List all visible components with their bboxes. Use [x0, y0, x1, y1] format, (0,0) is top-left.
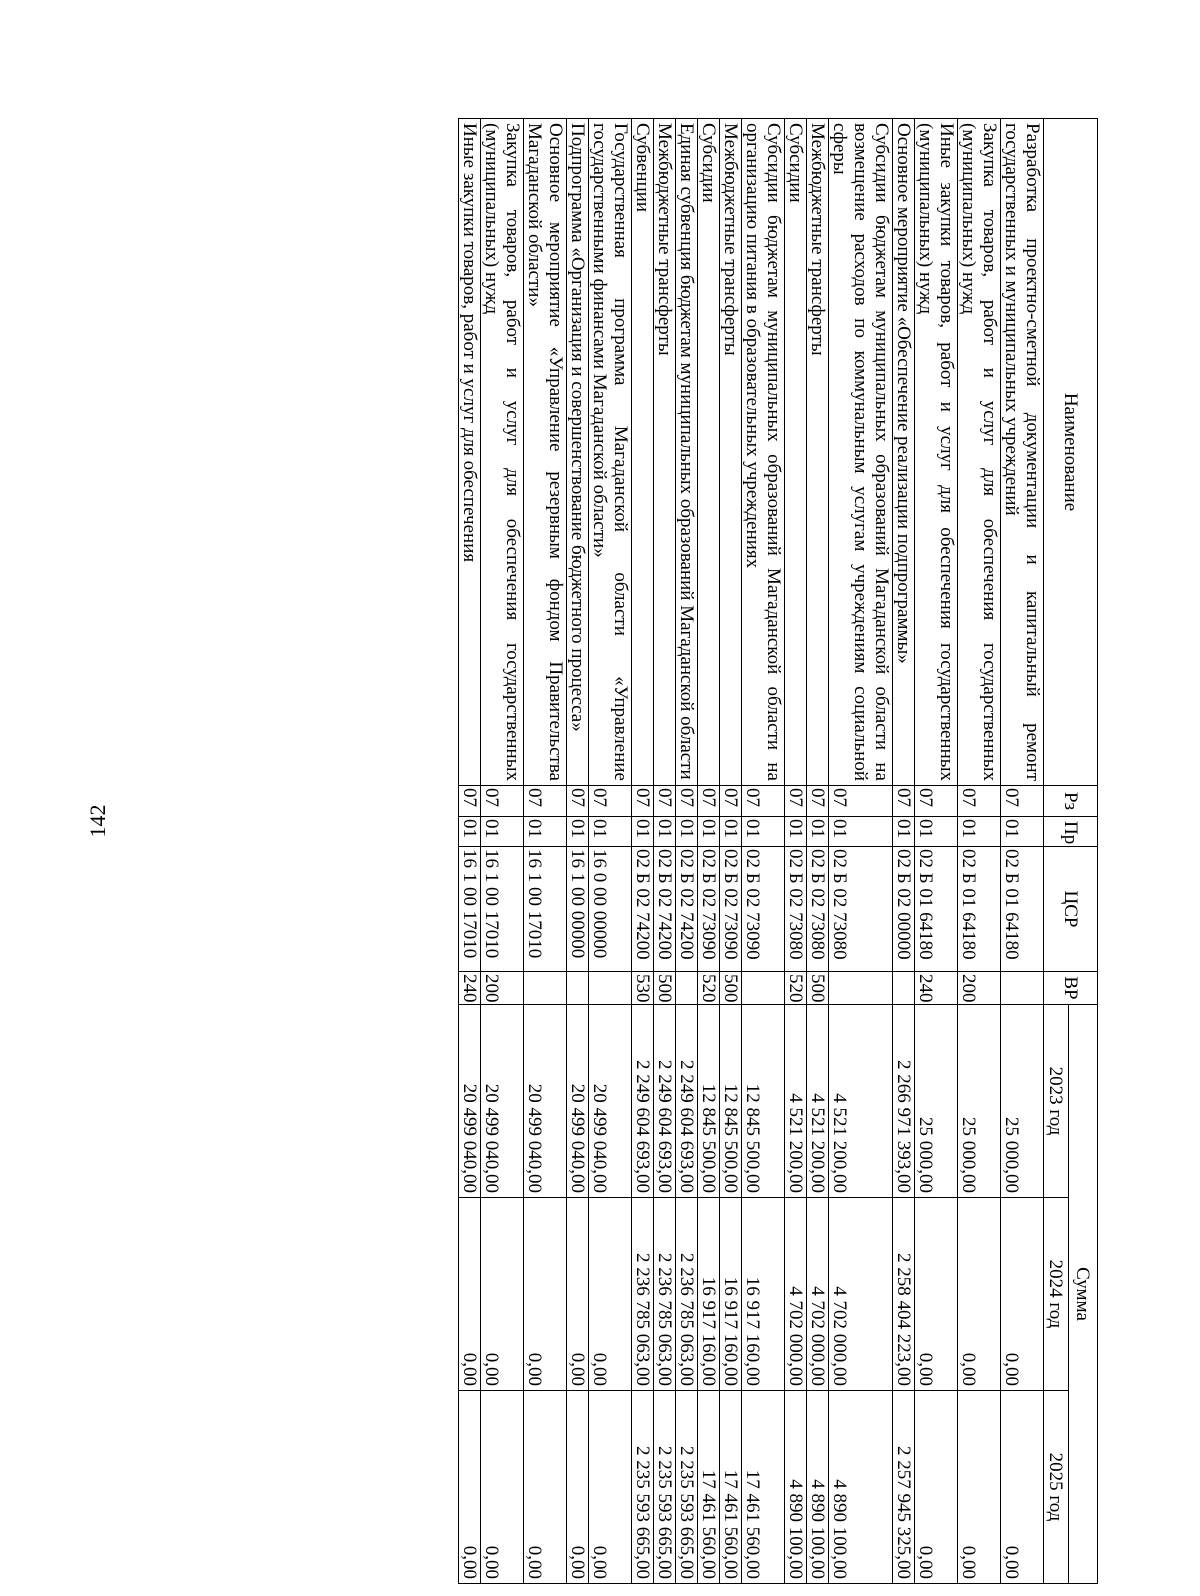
table-row: [785, 119, 807, 1584]
cell-vr: [676, 972, 698, 1005]
cell-rz: 07: [524, 786, 567, 817]
cell-2023: 12 845 500,00: [720, 1005, 742, 1198]
cell-pr: 01: [567, 817, 589, 847]
cell-2023: 2 249 604 693,00: [676, 1005, 698, 1198]
cell-2025: 2 235 593 665,00: [676, 1391, 698, 1584]
table-row: [829, 119, 893, 1584]
cell-2024: 0,00: [915, 1198, 958, 1391]
cell-2023: 12 845 500,00: [698, 1005, 720, 1198]
cell-rz: 07: [807, 786, 829, 817]
cell-2025: 4 890 100,00: [807, 1391, 829, 1584]
cell-2023: 20 499 040,00: [459, 1005, 481, 1198]
cell-2025: 0,00: [459, 1391, 481, 1584]
cell-rz: 07: [915, 786, 958, 817]
cell-rz: 07: [1001, 786, 1044, 817]
cell-vr: [742, 972, 785, 1005]
cell-vr: 530: [632, 972, 654, 1005]
cell-pr: 01: [915, 817, 958, 847]
cell-2025: 2 235 593 665,00: [654, 1391, 676, 1584]
cell-vr: 500: [654, 972, 676, 1005]
cell-vr: 520: [698, 972, 720, 1005]
cell-pr: 01: [829, 817, 893, 847]
cell-rz: 07: [893, 786, 915, 817]
cell-name: Разработка проектно-сметной документации и капитальный ремонт государственных и муниципальных учреждений: [1001, 119, 1044, 786]
cell-csr: 16 1 00 17010: [524, 847, 567, 972]
cell-2025: 17 461 560,00: [720, 1391, 742, 1584]
cell-vr: [1001, 972, 1044, 1005]
cell-2024: 2 236 785 063,00: [632, 1198, 654, 1391]
cell-vr: 240: [915, 972, 958, 1005]
cell-pr: 01: [698, 817, 720, 847]
cell-csr: 02 Б 02 73090: [720, 847, 742, 972]
cell-2025: 0,00: [1001, 1391, 1044, 1584]
header-2024: 2024 год: [1044, 1198, 1069, 1391]
cell-rz: 07: [785, 786, 807, 817]
cell-2024: 16 917 160,00: [742, 1198, 785, 1391]
cell-name: Государственная программа Магаданской области «Управление государственными финансами Магаданской области»: [589, 119, 632, 786]
cell-2024: 2 258 404 223,00: [893, 1198, 915, 1391]
table-row: [720, 119, 742, 1584]
cell-2024: 4 702 000,00: [829, 1198, 893, 1391]
page-number: 142: [85, 804, 110, 838]
cell-pr: 01: [654, 817, 676, 847]
table-row: [1001, 119, 1044, 1584]
cell-csr: 16 1 00 17010: [481, 847, 524, 972]
cell-2023: 12 845 500,00: [742, 1005, 785, 1198]
header-csr: ЦСР: [1044, 847, 1098, 972]
cell-2023: 25 000,00: [915, 1005, 958, 1198]
cell-2024: 4 702 000,00: [785, 1198, 807, 1391]
cell-2024: 0,00: [589, 1198, 632, 1391]
cell-csr: 02 Б 02 74200: [676, 847, 698, 972]
cell-name: Основное мероприятие «Управление резервным фондом Правительства Магаданской области»: [524, 119, 567, 786]
cell-pr: 01: [785, 817, 807, 847]
cell-2023: 2 249 604 693,00: [654, 1005, 676, 1198]
header-2023: 2023 год: [1044, 1005, 1069, 1198]
cell-pr: 01: [1001, 817, 1044, 847]
table-row: [742, 119, 785, 1584]
cell-2024: 16 917 160,00: [698, 1198, 720, 1391]
table-row: [676, 119, 698, 1584]
cell-name: Субсидии: [698, 119, 720, 786]
cell-pr: 01: [720, 817, 742, 847]
cell-2024: 0,00: [481, 1198, 524, 1391]
cell-rz: 07: [720, 786, 742, 817]
header-vr: ВР: [1044, 972, 1098, 1005]
cell-pr: 01: [632, 817, 654, 847]
table-row: [698, 119, 720, 1584]
cell-rz: 07: [829, 786, 893, 817]
cell-vr: 520: [785, 972, 807, 1005]
table-row: [915, 119, 958, 1584]
cell-name: Субсидии бюджетам муниципальных образований Магаданской области на организацию питания в образовательных учреждениях: [742, 119, 785, 786]
cell-pr: 01: [893, 817, 915, 847]
table-row: [654, 119, 676, 1584]
cell-csr: 02 Б 02 73080: [785, 847, 807, 972]
cell-rz: 07: [958, 786, 1001, 817]
cell-csr: 02 Б 01 64180: [958, 847, 1001, 972]
cell-2025: 4 890 100,00: [829, 1391, 893, 1584]
table-row: [632, 119, 654, 1584]
cell-2025: 0,00: [567, 1391, 589, 1584]
cell-vr: [567, 972, 589, 1005]
cell-name: Единая субвенция бюджетам муниципальных образований Магаданской области: [676, 119, 698, 786]
cell-2025: 0,00: [481, 1391, 524, 1584]
cell-2025: 17 461 560,00: [742, 1391, 785, 1584]
cell-2023: 4 521 200,00: [829, 1005, 893, 1198]
header-rz: Рз: [1044, 786, 1098, 817]
cell-2023: 20 499 040,00: [567, 1005, 589, 1198]
cell-2025: 0,00: [915, 1391, 958, 1584]
cell-name: Субвенции: [632, 119, 654, 786]
cell-name: Межбюджетные трансферты: [720, 119, 742, 786]
cell-pr: 01: [459, 817, 481, 847]
table-row: [958, 119, 1001, 1584]
cell-vr: [524, 972, 567, 1005]
cell-rz: 07: [459, 786, 481, 817]
cell-rz: 07: [567, 786, 589, 817]
cell-2024: 2 236 785 063,00: [654, 1198, 676, 1391]
cell-2023: 20 499 040,00: [481, 1005, 524, 1198]
cell-csr: 16 0 00 00000: [589, 847, 632, 972]
cell-csr: 16 1 00 17010: [459, 847, 481, 972]
cell-csr: 16 1 00 00000: [567, 847, 589, 972]
cell-vr: 200: [481, 972, 524, 1005]
table-row: [481, 119, 524, 1584]
cell-vr: 240: [459, 972, 481, 1005]
cell-pr: 01: [742, 817, 785, 847]
budget-table: [458, 118, 1098, 1584]
cell-2025: 0,00: [958, 1391, 1001, 1584]
cell-rz: 07: [589, 786, 632, 817]
cell-vr: [893, 972, 915, 1005]
cell-pr: 01: [524, 817, 567, 847]
cell-pr: 01: [807, 817, 829, 847]
cell-name: Иные закупки товаров, работ и услуг для обеспечения: [459, 119, 481, 786]
cell-csr: 02 Б 02 74200: [654, 847, 676, 972]
cell-2024: 0,00: [958, 1198, 1001, 1391]
cell-csr: 02 Б 01 64180: [1001, 847, 1044, 972]
cell-2023: 2 266 971 393,00: [893, 1005, 915, 1198]
cell-2023: 4 521 200,00: [785, 1005, 807, 1198]
cell-2023: 20 499 040,00: [524, 1005, 567, 1198]
table-row: [459, 119, 481, 1584]
cell-2025: 2 257 945 325,00: [893, 1391, 915, 1584]
cell-rz: 07: [632, 786, 654, 817]
cell-rz: 07: [676, 786, 698, 817]
cell-csr: 02 Б 02 74200: [632, 847, 654, 972]
cell-name: Закупка товаров, работ и услуг для обеспечения государственных (муниципальных) нужд: [481, 119, 524, 786]
cell-name: Межбюджетные трансферты: [654, 119, 676, 786]
cell-vr: 500: [720, 972, 742, 1005]
cell-rz: 07: [698, 786, 720, 817]
cell-2024: 2 236 785 063,00: [676, 1198, 698, 1391]
cell-2023: 25 000,00: [958, 1005, 1001, 1198]
cell-rz: 07: [481, 786, 524, 817]
cell-name: Закупка товаров, работ и услуг для обеспечения государственных (муниципальных) нужд: [958, 119, 1001, 786]
header-pr: Пр: [1044, 817, 1098, 847]
cell-pr: 01: [676, 817, 698, 847]
cell-csr: 02 Б 02 73090: [742, 847, 785, 972]
table-row: [524, 119, 567, 1584]
table-row: [807, 119, 829, 1584]
cell-vr: [829, 972, 893, 1005]
cell-2025: 2 235 593 665,00: [632, 1391, 654, 1584]
cell-csr: 02 Б 02 00000: [893, 847, 915, 972]
cell-name: Субсидии: [785, 119, 807, 786]
rotated-page: [173, 118, 1098, 1583]
cell-csr: 02 Б 01 64180: [915, 847, 958, 972]
header-row-1: [1069, 119, 1098, 1584]
cell-2023: 2 249 604 693,00: [632, 1005, 654, 1198]
cell-2024: 0,00: [1001, 1198, 1044, 1391]
cell-rz: 07: [742, 786, 785, 817]
cell-2023: 4 521 200,00: [807, 1005, 829, 1198]
header-sum: Сумма: [1069, 1005, 1098, 1584]
cell-csr: 02 Б 02 73090: [698, 847, 720, 972]
header-name: Наименование: [1044, 119, 1098, 786]
cell-vr: 200: [958, 972, 1001, 1005]
cell-2024: 4 702 000,00: [807, 1198, 829, 1391]
cell-vr: [589, 972, 632, 1005]
cell-csr: 02 Б 02 73080: [807, 847, 829, 972]
cell-2025: 0,00: [524, 1391, 567, 1584]
cell-2023: 25 000,00: [1001, 1005, 1044, 1198]
cell-2024: 0,00: [459, 1198, 481, 1391]
cell-rz: 07: [654, 786, 676, 817]
cell-vr: 500: [807, 972, 829, 1005]
cell-name: Межбюджетные трансферты: [807, 119, 829, 786]
cell-csr: 02 Б 02 73080: [829, 847, 893, 972]
cell-name: Подпрограмма «Организация и совершенствование бюджетного процесса»: [567, 119, 589, 786]
table-row: [567, 119, 589, 1584]
cell-2025: 17 461 560,00: [698, 1391, 720, 1584]
cell-pr: 01: [589, 817, 632, 847]
table-row: [589, 119, 632, 1584]
cell-2024: 0,00: [567, 1198, 589, 1391]
cell-name: Основное мероприятие «Обеспечение реализации подпрограммы»: [893, 119, 915, 786]
table-row: [893, 119, 915, 1584]
cell-2023: 20 499 040,00: [589, 1005, 632, 1198]
cell-pr: 01: [958, 817, 1001, 847]
cell-name: Иные закупки товаров, работ и услуг для обеспечения государственных (муниципальных) нужд: [915, 119, 958, 786]
header-2025: 2025 год: [1044, 1391, 1069, 1584]
cell-2024: 16 917 160,00: [720, 1198, 742, 1391]
cell-2025: 4 890 100,00: [785, 1391, 807, 1584]
cell-name: Субсидии бюджетам муниципальных образований Магаданской области на возмещение расходов по коммунальным услугам учреждениям социальной сферы: [829, 119, 893, 786]
cell-pr: 01: [481, 817, 524, 847]
cell-2025: 0,00: [589, 1391, 632, 1584]
cell-2024: 0,00: [524, 1198, 567, 1391]
